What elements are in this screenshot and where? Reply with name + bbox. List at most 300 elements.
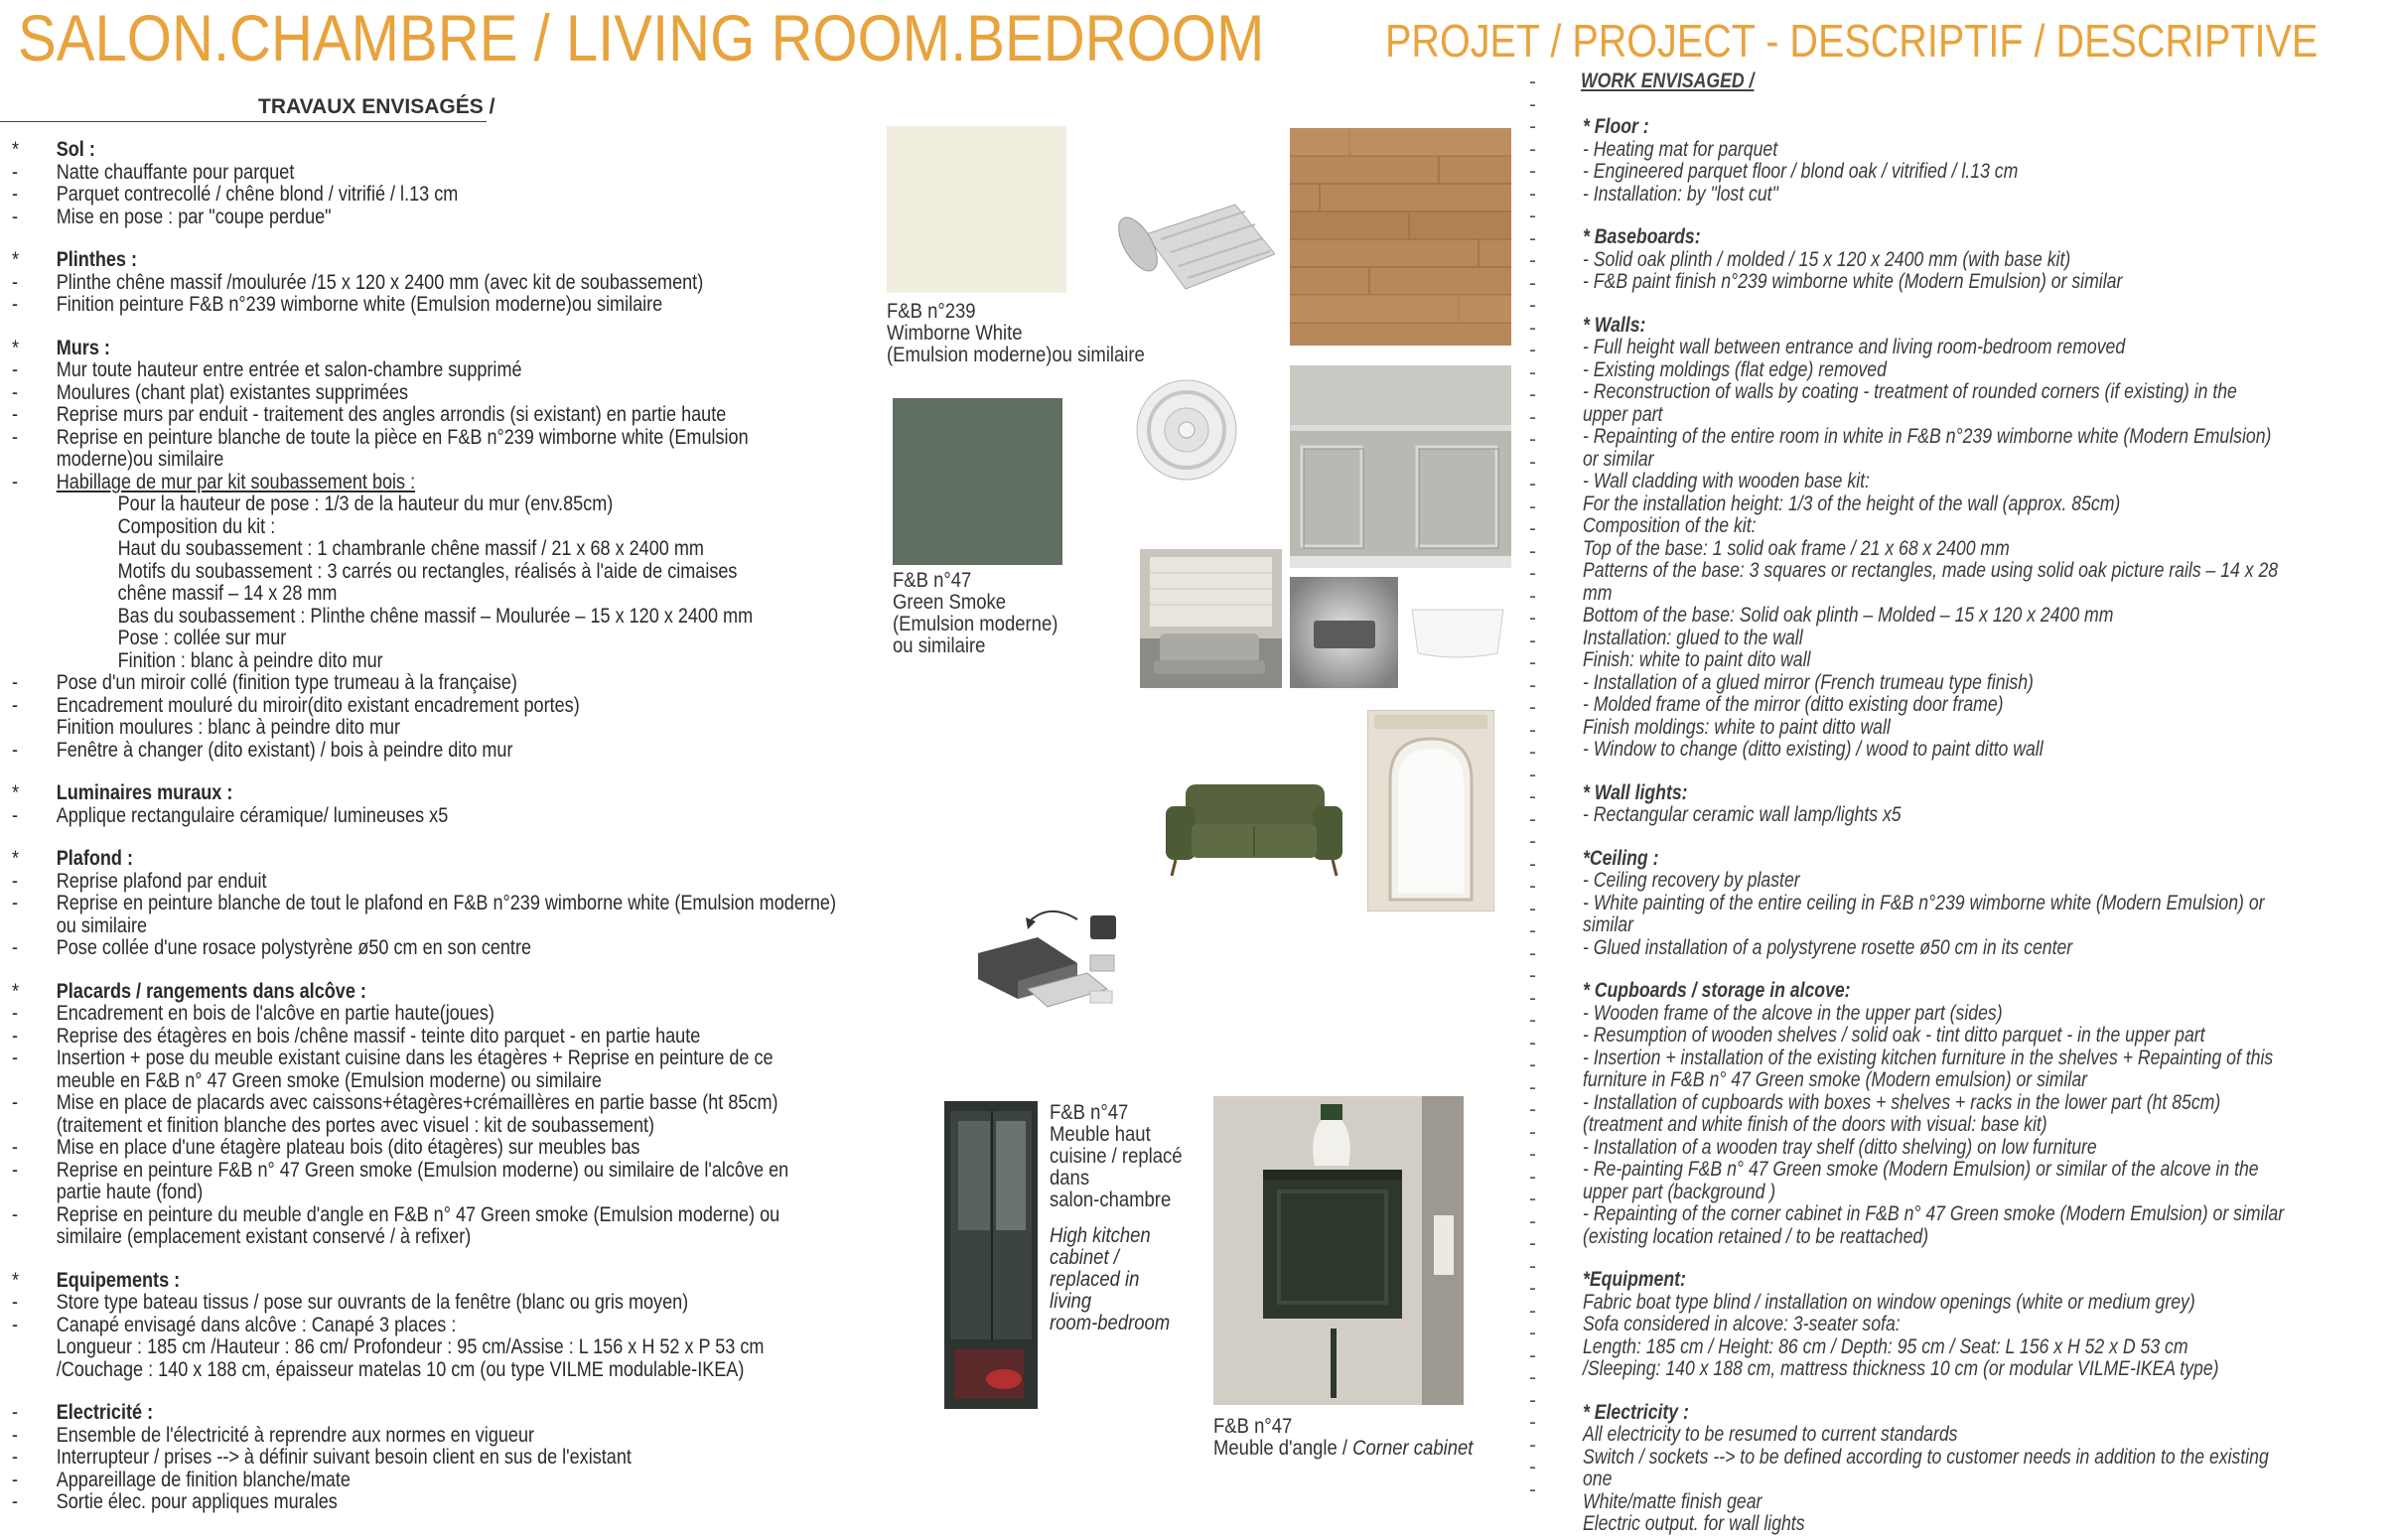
list-item — [12, 272, 814, 295]
list-item — [12, 628, 814, 650]
item-text: Reprise murs par enduit - traitement des angles arrondis (si existant) en partie haute — [56, 403, 727, 426]
margin-dash: - — [1529, 383, 1536, 406]
section-spacer — [12, 1381, 814, 1402]
list-item — [12, 404, 814, 427]
item-text: Store type bateau tissus / pose sur ouvrants de la fenêtre (blanc ou gris moyen) — [56, 1291, 689, 1314]
item-text: * Floor : — [1583, 115, 1649, 138]
item-text: - Insertion + installation of the existing kitchen furniture in the shelves + Repainting of this — [1583, 1046, 2274, 1069]
list-item — [1583, 1025, 2333, 1048]
list-item — [1583, 914, 2333, 937]
margin-dash: - — [1529, 1299, 1536, 1323]
bullet-marker: * — [12, 979, 20, 1003]
margin-dash: - — [1529, 1254, 1536, 1278]
list-item — [1583, 271, 2333, 294]
wall-lamp-lit-image — [1290, 577, 1398, 688]
section-heading — [1583, 980, 2333, 1003]
list-item — [12, 207, 814, 229]
list-item — [1583, 449, 2333, 472]
margin-dash: - — [1529, 875, 1536, 898]
margin-dash: - — [1529, 919, 1536, 942]
margin-dash: - — [1529, 852, 1536, 876]
bullet-marker: - — [12, 1468, 19, 1491]
list-item — [12, 937, 814, 960]
margin-dash: - — [1529, 1031, 1536, 1054]
bullet-marker: - — [12, 1446, 19, 1469]
margin-dash: - — [1529, 941, 1536, 965]
list-item — [1583, 1469, 2333, 1491]
list-item — [1583, 184, 2333, 207]
list-item — [12, 1204, 814, 1227]
kitchen-cabinet-photo — [944, 1101, 1038, 1409]
item-text: Pose collée d'une rosace polystyrène ø50 cm en son centre — [56, 936, 532, 959]
list-item — [12, 871, 814, 894]
bullet-marker: - — [12, 693, 19, 717]
margin-dash: - — [1529, 539, 1536, 563]
list-item — [1583, 893, 2333, 915]
bullet-marker: - — [12, 1136, 19, 1159]
item-text: Habillage de mur par kit soubassement bois : — [56, 470, 416, 493]
list-item — [1583, 1513, 2333, 1536]
item-text: Plinthe chêne massif /moulurée /15 x 120 x 2400 mm (avec kit de soubassement) — [56, 270, 704, 294]
section-spacer — [12, 827, 814, 848]
item-text: - Wall cladding with wooden base kit: — [1583, 470, 1870, 492]
item-text: All electricity to be resumed to current standards — [1583, 1423, 1958, 1446]
margin-dash: - — [1529, 339, 1536, 361]
section-heading — [12, 249, 814, 272]
list-item — [12, 805, 814, 828]
item-text: - Installation: by "lost cut" — [1583, 182, 1778, 206]
list-item — [1583, 1182, 2333, 1204]
list-item — [12, 672, 814, 695]
bullet-marker: - — [12, 358, 19, 381]
margin-dash: - — [1529, 115, 1536, 138]
margin-dash: - — [1529, 1456, 1536, 1478]
item-text: Moulures (chant plat) existantes supprimées — [56, 380, 409, 404]
fr-heading: TRAVAUX ENVISAGÉS / — [258, 95, 495, 118]
item-text: mm — [1583, 581, 1613, 605]
trumeau-mirror-image — [1367, 710, 1494, 911]
wimborne-white-swatch — [887, 126, 1066, 293]
section-heading — [12, 782, 814, 805]
green-smoke-caption: F&B n°47 Green Smoke (Emulsion moderne) ou similaire — [893, 569, 1058, 657]
section-spacer — [1583, 1248, 2333, 1269]
item-text: - Re-painting F&B n° 47 Green smoke (Modern Emulsion) or similar of the alcove in the — [1583, 1158, 2259, 1181]
list-item — [1583, 717, 2333, 740]
item-text: White/matte finish gear — [1583, 1489, 1763, 1513]
item-text: Bas du soubassement : Plinthe chêne massif – Moulurée – 15 x 120 x 2400 mm — [117, 604, 754, 628]
list-item — [1583, 1203, 2333, 1226]
item-text: *Equipment: — [1583, 1268, 1686, 1291]
item-text: Murs : — [56, 336, 110, 359]
margin-dash: - — [1529, 897, 1536, 920]
list-item — [12, 1026, 814, 1049]
bullet-marker: - — [12, 936, 19, 959]
margin-dash: - — [1529, 1366, 1536, 1389]
list-item — [1583, 672, 2333, 695]
bullet-marker: - — [12, 738, 19, 762]
margin-dash: - — [1529, 226, 1536, 250]
section-heading — [12, 338, 814, 360]
wainscoting-image — [1290, 365, 1511, 568]
en-description-list — [1583, 116, 2333, 1536]
bullet-marker: * — [12, 248, 20, 271]
margin-dash: - — [1529, 70, 1536, 93]
item-text: Mise en place de placards avec caissons+étagères+crémaillères en partie basse (ht 85cm) — [56, 1091, 778, 1114]
list-item — [1583, 1003, 2333, 1026]
section-spacer — [12, 228, 814, 249]
section-spacer — [12, 762, 814, 782]
item-text: Electric output. for wall lights — [1583, 1512, 1805, 1535]
item-text: (traitement et finition blanche des portes avec visuel : kit de soubassement) — [56, 1113, 655, 1137]
item-text: Finish: white to paint dito wall — [1583, 648, 1811, 671]
list-item — [1583, 937, 2333, 960]
item-text: - Repainting of the corner cabinet in F&B n° 47 Green smoke (Modern Emulsion) or similar — [1583, 1202, 2285, 1225]
section-heading — [1583, 116, 2333, 139]
item-text: Sofa considered in alcove: 3-seater sofa: — [1583, 1313, 1901, 1335]
item-text: furniture in F&B n° 47 Green smoke (Modern emulsion) or similar — [1583, 1068, 2088, 1091]
section-spacer — [1583, 1381, 2333, 1402]
margin-dash: - — [1529, 807, 1536, 831]
list-item — [1583, 694, 2333, 717]
bullet-marker: - — [12, 183, 19, 206]
item-text: Reprise en peinture blanche de toute la pièce en F&B n°239 wimborne white (Emulsion — [56, 425, 749, 449]
list-item — [12, 1115, 814, 1138]
item-text: Mur toute hauteur entre entrée et salon-chambre supprimé — [56, 358, 522, 381]
margin-dash: - — [1529, 651, 1536, 674]
item-text: (existing location retained / to be reattached) — [1583, 1224, 1929, 1248]
list-item — [12, 359, 814, 382]
list-item — [12, 162, 814, 185]
item-text: moderne)ou similaire — [56, 448, 224, 471]
oak-parquet-image — [1290, 128, 1511, 346]
bullet-marker: - — [12, 160, 19, 184]
item-text: ou similaire — [56, 913, 148, 937]
item-text: Patterns of the base: 3 squares or rectangles, made using solid oak picture rails – 14 x 28 — [1583, 559, 2279, 582]
item-text: Canapé envisagé dans alcôve : Canapé 3 places : — [56, 1313, 457, 1336]
list-item — [1583, 515, 2333, 538]
section-heading — [1583, 848, 2333, 871]
list-item — [12, 1447, 814, 1470]
item-text: Natte chauffante pour parquet — [56, 160, 295, 184]
margin-dash: - — [1529, 1277, 1536, 1300]
section-spacer — [12, 317, 814, 338]
section-heading — [1583, 226, 2333, 249]
list-item — [12, 1292, 814, 1315]
item-text: (treatment and white finish of the doors with visual: base kit) — [1583, 1113, 2047, 1136]
item-text: Sol : — [56, 138, 95, 161]
list-item — [12, 538, 814, 561]
item-text: - Heating mat for parquet — [1583, 137, 1778, 161]
list-item — [1583, 381, 2333, 404]
list-item — [12, 184, 814, 207]
list-item — [12, 1182, 814, 1204]
list-item — [1583, 1048, 2333, 1070]
bullet-marker: - — [12, 1490, 19, 1513]
item-text: Installation: glued to the wall — [1583, 626, 1803, 649]
list-item — [1583, 1424, 2333, 1447]
bullet-marker: - — [12, 205, 19, 228]
margin-dash: - — [1529, 1433, 1536, 1457]
item-text: Pose : collée sur mur — [117, 627, 287, 649]
bullet-marker: - — [12, 1002, 19, 1025]
item-text: Encadrement mouluré du miroir(dito existant encadrement portes) — [56, 693, 580, 717]
item-text: Fenêtre à changer (dito existant) / bois à peindre dito mur — [56, 738, 513, 762]
list-item — [12, 1092, 814, 1115]
item-text: Insertion + pose du meuble existant cuisine dans les étagères + Reprise en peinture de ce — [56, 1047, 774, 1069]
list-item — [1583, 493, 2333, 516]
item-text: * Wall lights: — [1583, 780, 1688, 804]
margin-dash: - — [1529, 294, 1536, 317]
list-item — [1583, 249, 2333, 272]
margin-dash: - — [1529, 1075, 1536, 1099]
list-item — [12, 493, 814, 516]
margin-dash: - — [1529, 741, 1536, 764]
section-heading — [1583, 782, 2333, 805]
list-item — [12, 695, 814, 718]
item-text: - Resumption of wooden shelves / solid oak - tint ditto parquet - in the upper part — [1583, 1024, 2205, 1047]
page-subtitle: PROJET / PROJECT - DESCRIPTIF / DESCRIPTIVE — [1385, 15, 2319, 67]
heating-mat-image — [1116, 195, 1275, 294]
bullet-marker: - — [12, 380, 19, 404]
item-text: - Solid oak plinth / molded / 15 x 120 x 2400 mm (with base kit) — [1583, 247, 2071, 271]
page-title: SALON.CHAMBRE / LIVING ROOM.BEDROOM — [18, 1, 1265, 74]
list-item — [1583, 1358, 2333, 1381]
bullet-marker: - — [12, 293, 19, 316]
bullet-marker: - — [12, 1313, 19, 1336]
bullet-marker: - — [12, 1423, 19, 1447]
margin-dash: - — [1529, 316, 1536, 340]
list-item — [1583, 161, 2333, 184]
item-text: * Electricity : — [1583, 1400, 1689, 1424]
list-item — [1583, 1447, 2333, 1470]
en-heading: WORK ENVISAGED / — [1581, 70, 1755, 92]
item-text: - Installation of a glued mirror (French trumeau type finish) — [1583, 670, 2034, 694]
margin-dash: - — [1529, 1098, 1536, 1121]
list-item — [12, 1425, 814, 1448]
item-text: Finition moulures : blanc à peindre dito mur — [56, 716, 401, 739]
item-text: or similar — [1583, 447, 1654, 471]
bullet-marker: * — [12, 138, 20, 161]
list-item — [12, 1070, 814, 1093]
corner-cabinet-photo — [1213, 1096, 1464, 1405]
section-spacer — [12, 960, 814, 981]
item-text: - Full height wall between entrance and living room-bedroom removed — [1583, 336, 2126, 358]
item-text: Applique rectangulaire céramique/ lumineuses x5 — [56, 803, 449, 827]
section-heading — [1583, 1402, 2333, 1425]
bullet-marker: - — [12, 425, 19, 449]
bullet-marker: - — [12, 1158, 19, 1182]
list-item — [12, 294, 814, 317]
item-text: - Installation of a wooden tray shelf (ditto shelving) on low furniture — [1583, 1135, 2097, 1159]
item-text: * Baseboards: — [1583, 225, 1701, 248]
section-heading — [1583, 315, 2333, 338]
list-item — [1583, 649, 2333, 672]
margin-dash: - — [1529, 517, 1536, 540]
margin-dash: - — [1529, 92, 1536, 116]
margin-dash: - — [1529, 1322, 1536, 1344]
bullet-marker: * — [12, 336, 20, 359]
list-item — [12, 1359, 814, 1382]
item-text: Mise en pose : par "coupe perdue" — [56, 205, 332, 228]
list-item — [1583, 471, 2333, 493]
margin-dash: - — [1529, 1120, 1536, 1144]
margin-dash: - — [1529, 964, 1536, 987]
list-item — [12, 449, 814, 472]
section-heading — [1583, 1269, 2333, 1292]
item-text: - Installation of cupboards with boxes + shelves + racks in the lower part (ht 85cm) — [1583, 1090, 2221, 1114]
list-item — [1583, 1292, 2333, 1315]
item-text: - Wooden frame of the alcove in the upper part (sides) — [1583, 1001, 2003, 1025]
margin-dash: - — [1529, 205, 1536, 227]
item-text: - Window to change (ditto existing) / wood to paint ditto wall — [1583, 738, 2044, 761]
margin-dash: - — [1529, 360, 1536, 384]
item-text: Finish moldings: white to paint ditto wall — [1583, 715, 1891, 739]
en-margin-dashes — [1529, 71, 1536, 1501]
section-heading — [12, 848, 814, 871]
margin-dash: - — [1529, 1343, 1536, 1367]
item-text: Equipements : — [56, 1268, 181, 1292]
margin-dash: - — [1529, 584, 1536, 608]
section-heading — [12, 1270, 814, 1293]
item-text: Encadrement en bois de l'alcôve en partie haute(joues) — [56, 1002, 494, 1025]
item-text: - Molded frame of the mirror (ditto existing door frame) — [1583, 693, 2004, 716]
bullet-marker: - — [12, 403, 19, 426]
list-item — [12, 1226, 814, 1249]
item-text: Bottom of the base: Solid oak plinth – Molded – 15 x 120 x 2400 mm — [1583, 604, 2114, 627]
wimborne-white-caption: F&B n°239 Wimborne White (Emulsion moderne)ou similaire — [887, 300, 1145, 366]
item-text: Pour la hauteur de pose : 1/3 de la hauteur du mur (env.85cm) — [117, 492, 614, 515]
item-text: * Cupboards / storage in alcove: — [1583, 979, 1851, 1002]
bullet-marker: - — [12, 1291, 19, 1314]
list-item — [1583, 1069, 2333, 1092]
bullet-marker: * — [12, 781, 20, 804]
margin-dash: - — [1529, 405, 1536, 429]
list-item — [1583, 1092, 2333, 1115]
item-text: Pose d'un miroir collé (finition type trumeau à la française) — [56, 671, 517, 694]
list-item — [12, 1491, 814, 1514]
item-text: /Sleeping: 140 x 188 cm, mattress thickness 10 cm (or modular VILME-IKEA type) — [1583, 1357, 2219, 1380]
margin-dash: - — [1529, 1143, 1536, 1166]
fr-heading-rule — [0, 121, 487, 122]
margin-dash: - — [1529, 1009, 1536, 1032]
item-text: Ensemble de l'électricité à reprendre aux normes en vigueur — [56, 1423, 535, 1447]
bullet-marker: * — [12, 847, 20, 870]
margin-dash: - — [1529, 696, 1536, 719]
item-text: Reprise en peinture du meuble d'angle en F&B n° 47 Green smoke (Emulsion moderne) ou — [56, 1202, 780, 1226]
item-text: Luminaires muraux : — [56, 781, 233, 804]
list-item — [12, 650, 814, 673]
item-text: meuble en F&B n° 47 Green smoke (Emulsion moderne) ou similaire — [56, 1068, 602, 1092]
item-text: /Couchage : 140 x 188 cm, épaisseur matelas 10 cm (ou type VILME modulable-IKEA) — [56, 1357, 745, 1381]
bullet-marker: - — [12, 1024, 19, 1048]
list-item — [1583, 1314, 2333, 1336]
list-item — [1583, 560, 2333, 583]
margin-dash: - — [1529, 1477, 1536, 1501]
item-text: upper part — [1583, 402, 1663, 426]
bullet-marker: - — [12, 1091, 19, 1114]
bullet-marker: - — [12, 270, 19, 294]
item-text: * Walls: — [1583, 313, 1646, 337]
margin-dash: - — [1529, 986, 1536, 1010]
item-text: Length: 185 cm / Height: 86 cm / Depth: 95 cm / Seat: L 156 x H 52 x D 53 cm — [1583, 1334, 2188, 1358]
section-spacer — [12, 1249, 814, 1270]
list-item — [1583, 1159, 2333, 1182]
margin-dash: - — [1529, 1388, 1536, 1412]
item-text: one — [1583, 1468, 1613, 1490]
margin-dash: - — [1529, 1209, 1536, 1233]
margin-dash: - — [1529, 249, 1536, 272]
item-text: Mise en place d'une étagère plateau bois (dito étagères) sur meubles bas — [56, 1136, 640, 1159]
item-text: Interrupteur / prises --> à définir suivant besoin client en sus de l'existant — [56, 1446, 632, 1469]
list-item — [1583, 359, 2333, 382]
margin-dash: - — [1529, 473, 1536, 495]
item-text: upper part (background ) — [1583, 1180, 1776, 1203]
bullet-marker: - — [12, 671, 19, 694]
item-text: - Repainting of the entire room in white in F&B n°239 wimborne white (Modern Emulsion) — [1583, 425, 2272, 448]
margin-dash: - — [1529, 1232, 1536, 1255]
margin-dash: - — [1529, 494, 1536, 518]
margin-dash: - — [1529, 137, 1536, 161]
bullet-marker: - — [12, 1202, 19, 1226]
green-sofa-image — [1162, 776, 1345, 880]
item-text: similaire (emplacement existant conservé / à refixer) — [56, 1225, 472, 1248]
list-item — [1583, 628, 2333, 650]
item-text: Finition : blanc à peindre dito mur — [117, 648, 383, 672]
list-item — [1583, 739, 2333, 762]
list-item — [1583, 1336, 2333, 1359]
list-item — [12, 561, 814, 584]
list-item — [12, 892, 836, 915]
bullet-marker: - — [12, 803, 19, 827]
fr-description-list — [12, 138, 836, 1514]
item-text: Switch / sockets --> to be defined according to customer needs in addition to the existing — [1583, 1445, 2269, 1469]
list-item — [1583, 404, 2333, 427]
list-item — [12, 1315, 814, 1337]
item-text: chêne massif – 14 x 28 mm — [117, 582, 338, 605]
list-item — [12, 472, 814, 494]
margin-dash: - — [1529, 629, 1536, 652]
list-item — [12, 427, 814, 450]
margin-dash: - — [1529, 1188, 1536, 1210]
item-text: Plafond : — [56, 847, 133, 870]
list-item — [1583, 605, 2333, 628]
margin-dash: - — [1529, 1053, 1536, 1076]
section-spacer — [1583, 762, 2333, 782]
list-item — [12, 1336, 814, 1359]
list-item — [1583, 426, 2333, 449]
item-text: - White painting of the entire ceiling in F&B n°239 wimborne white (Modern Emulsion) or — [1583, 891, 2265, 914]
bullet-marker: - — [12, 1047, 19, 1069]
item-text: - Existing moldings (flat edge) removed — [1583, 357, 1887, 381]
item-text: Sortie élec. pour appliques murales — [56, 1490, 338, 1513]
margin-dash: - — [1529, 785, 1536, 808]
item-text: Longueur : 185 cm /Hauteur : 86 cm/ Profondeur : 95 cm/Assise : L 156 x H 52 x P 53 cm — [56, 1335, 765, 1358]
item-text: Plinthes : — [56, 248, 138, 271]
item-text: Reprise en peinture F&B n° 47 Green smoke (Emulsion moderne) ou similaire de l'alcôve en — [56, 1158, 789, 1182]
item-text: Reprise plafond par enduit — [56, 869, 267, 893]
list-item — [12, 606, 814, 629]
list-item — [12, 717, 814, 740]
bullet-marker: * — [12, 1268, 20, 1292]
section-heading — [12, 1402, 814, 1425]
ceramic-wall-lamp-image — [1408, 602, 1507, 661]
margin-dash: - — [1529, 718, 1536, 742]
kitchen-cabinet-caption: F&B n°47 Meuble haut cuisine / replacé dans salon-chambre High kitchen cabinet / replaced in living room-bedroom — [1050, 1101, 1183, 1334]
margin-dash: - — [1529, 450, 1536, 474]
item-text: Electricité : — [56, 1401, 154, 1424]
roman-blind-room-image — [1140, 549, 1282, 688]
list-item — [12, 1048, 814, 1070]
